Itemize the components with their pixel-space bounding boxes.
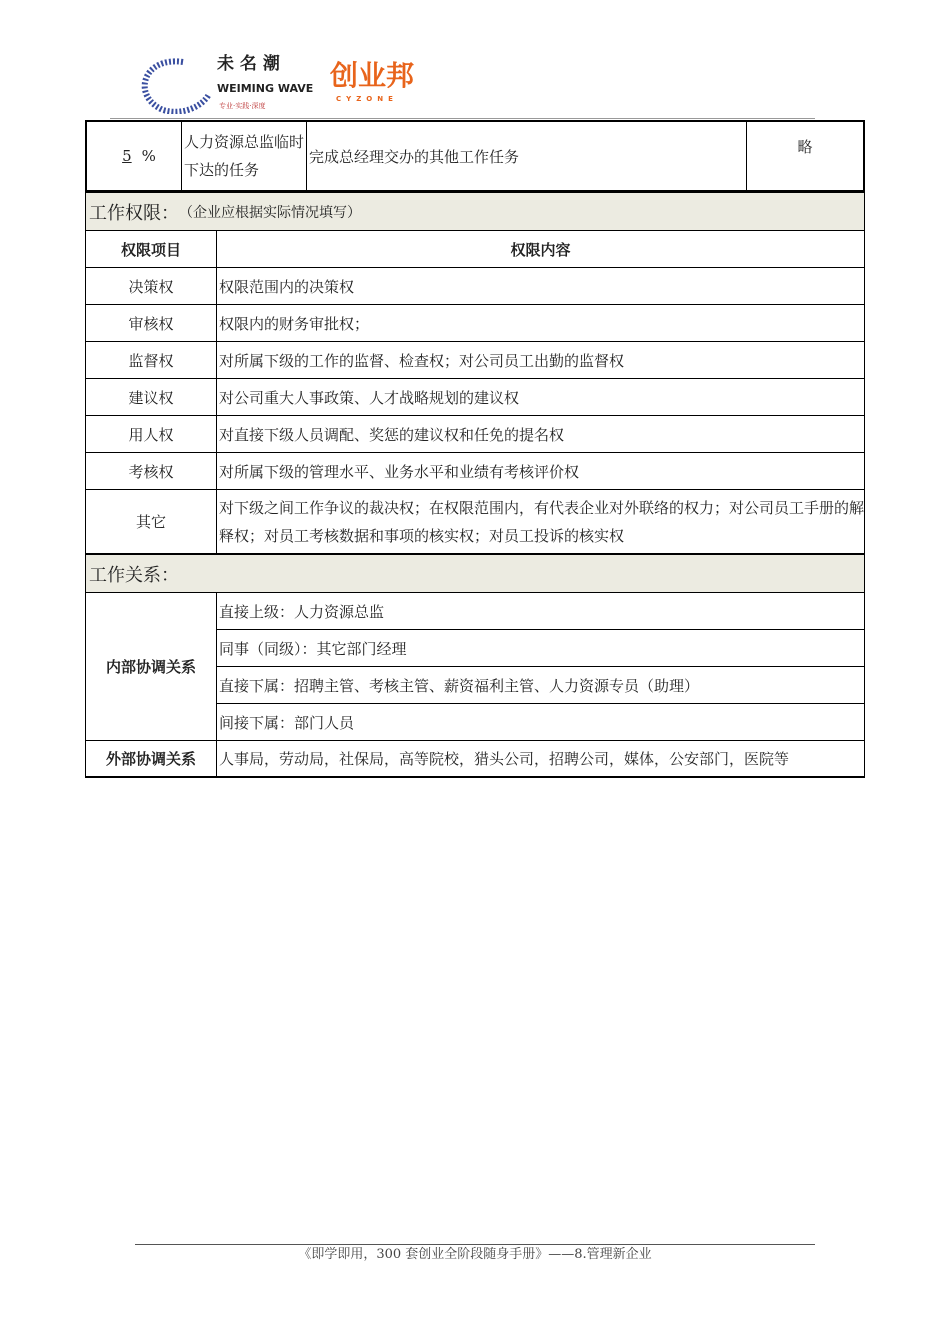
authority-section-header [85,191,865,231]
internal-relation: 间接下属：部门人员 [216,703,865,741]
external-relations-label: 外部协调关系 [85,740,217,778]
external-relations-content: 人事局，劳动局，社保局，高等院校，猎头公司，招聘公司，媒体，公安部门，医院等 [216,740,865,778]
percent-value: 5 [122,147,132,165]
task-content-text: 完成总经理交办的其他工作任务 [309,147,520,166]
relations-section-header [85,553,865,593]
logo-en: WEIMING WAVE [217,82,314,95]
header-rule [110,118,815,119]
footer-text: 《即学即用，300 套创业全阶段随身手册》——8.管理新企业 [298,1247,652,1262]
task-content [306,120,747,192]
authority-title: 工作权限： [89,202,179,224]
authority-item: 考核权 [85,452,217,490]
authority-note: （企业应根据实际情况填写） [179,204,361,221]
footer-rule [135,1244,815,1245]
authority-item: 建议权 [85,378,217,416]
authority-content: 权限范围内的决策权 [216,267,865,305]
wave-logo-icon [133,56,213,114]
authority-content: 对公司重大人事政策、人才战略规划的建议权 [216,378,865,416]
internal-relation: 直接上级：人力资源总监 [216,592,865,630]
authority-col-content: 权限内容 [216,230,865,268]
authority-content: 对直接下级人员调配、奖惩的建议权和任免的提名权 [216,415,865,453]
authority-item: 审核权 [85,304,217,342]
task-name-text: 人力资源总监临时下达的任务 [184,133,305,179]
relations-title: 工作关系： [89,564,179,586]
task-note [746,120,865,192]
authority-col-item: 权限项目 [85,230,217,268]
authority-content: 权限内的财务审批权； [216,304,865,342]
authority-item: 决策权 [85,267,217,305]
task-note-text: 略 [797,138,813,156]
logo-tagline: 专业·实践·深度 [219,102,266,110]
cyzone-logo-en: CYZONE [336,95,398,103]
authority-item: 监督权 [85,341,217,379]
weiming-wave-logo [133,54,313,116]
logo-cn: 未 名 潮 [217,54,280,74]
internal-relation: 同事（同级）：其它部门经理 [216,629,865,667]
internal-relation: 直接下属：招聘主管、考核主管、薪资福利主管、人力资源专员（助理） [216,666,865,704]
task-percent [85,120,182,192]
cyzone-logo: 创业邦 [330,59,415,92]
authority-content: 对下级之间工作争议的裁决权；在权限范围内，有代表企业对外联络的权力；对公司员工手册的解释权；对员工考核数据和事项的核实权；对员工投诉的核实权 [216,489,865,554]
percent-sign: % [141,147,156,165]
authority-content: 对所属下级的管理水平、业务水平和业绩有考核评价权 [216,452,865,490]
task-name [181,120,307,192]
internal-relations-label: 内部协调关系 [85,592,217,741]
authority-item: 其它 [85,489,217,554]
authority-item: 用人权 [85,415,217,453]
authority-content: 对所属下级的工作的监督、检查权；对公司员工出勤的监督权 [216,341,865,379]
